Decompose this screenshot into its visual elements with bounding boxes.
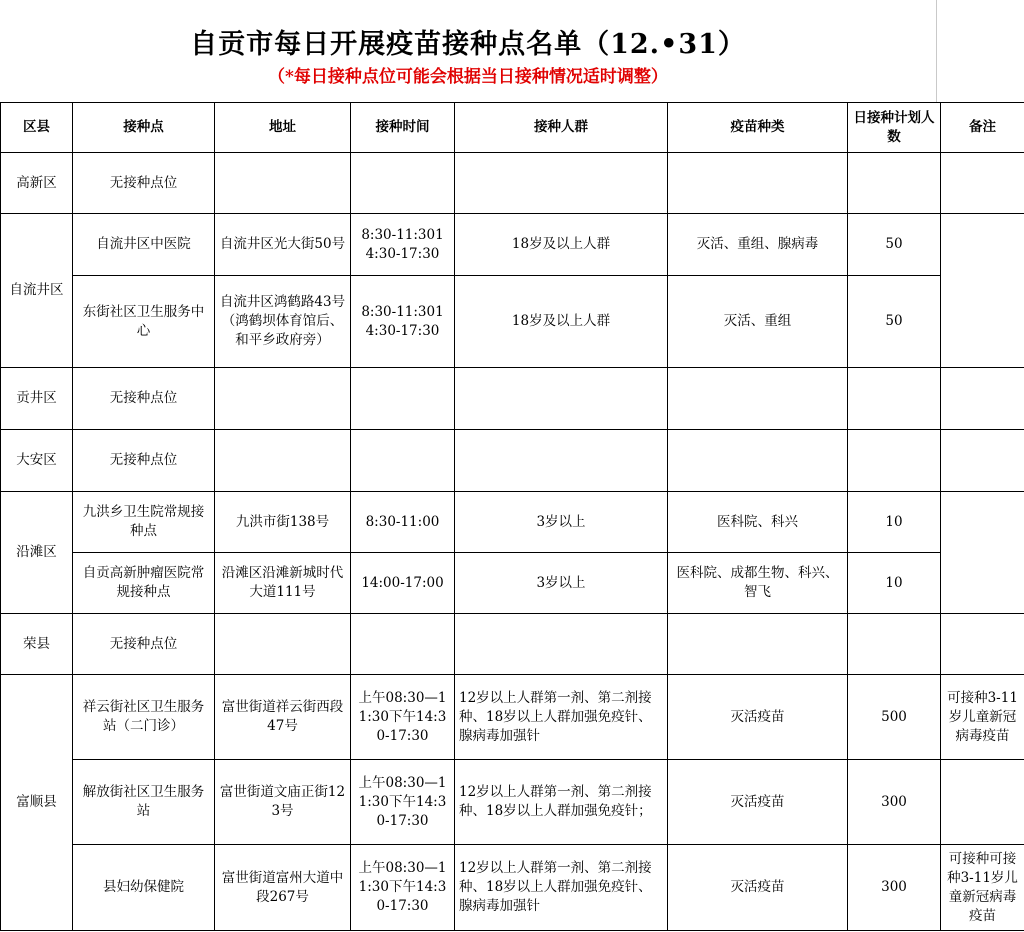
vaccine-cell: 灭活、重组: [668, 276, 848, 368]
site-cell: 自流井区中医院: [73, 214, 215, 276]
header-note: 备注: [941, 103, 1024, 153]
table-row: [1, 276, 1024, 368]
vaccine-cell: [668, 430, 848, 492]
table-row: [1, 675, 1024, 760]
site-cell: 无接种点位: [73, 430, 215, 492]
table-row: [1, 845, 1024, 931]
time-cell: [351, 614, 455, 675]
crowd-cell: 12岁以上人群第一剂、第二剂接种、18岁以上人群加强免疫针、腺病毒加强针: [455, 845, 668, 931]
address-cell: 自流井区光大街50号: [215, 214, 351, 276]
crowd-cell: 12岁以上人群第一剂、第二剂接种、18岁以上人群加强免疫针；: [455, 760, 668, 845]
header-crowd: 接种人群: [455, 103, 668, 153]
district-cell: 高新区: [1, 153, 73, 214]
address-cell: 沿滩区沿滩新城时代大道111号: [215, 553, 351, 614]
header-address: 地址: [215, 103, 351, 153]
header-site: 接种点: [73, 103, 215, 153]
page-title: 自贡市每日开展疫苗接种点名单（12.•31）: [190, 29, 746, 60]
time-cell: 8:30-11:00: [351, 492, 455, 553]
header-vaccine: 疫苗种类: [668, 103, 848, 153]
time-cell: 14:00-17:00: [351, 553, 455, 614]
time-cell: 8:30-11:3014:30-17:30: [351, 214, 455, 276]
site-cell: 自贡高新肿瘤医院常规接种点: [73, 553, 215, 614]
address-cell: 自流井区鸿鹤路43号（鸿鹤坝体育馆后、和平乡政府旁）: [215, 276, 351, 368]
time-cell: 上午08:30—11:30下午14:30-17:30: [351, 845, 455, 931]
note-cell: [941, 153, 1024, 214]
address-cell: [215, 614, 351, 675]
plan-cell: [848, 430, 941, 492]
table-row: [1, 760, 1024, 845]
vaccine-cell: 灭活疫苗: [668, 760, 848, 845]
table-row: [1, 153, 1024, 214]
crowd-cell: 18岁及以上人群: [455, 276, 668, 368]
vaccine-cell: 医科院、科兴: [668, 492, 848, 553]
vaccine-cell: [668, 614, 848, 675]
note-cell: [941, 214, 1024, 368]
district-cell: 大安区: [1, 430, 73, 492]
table-row: [1, 614, 1024, 675]
plan-cell: 50: [848, 276, 941, 368]
table-row: [1, 214, 1024, 276]
site-cell: 无接种点位: [73, 153, 215, 214]
time-cell: 上午08:30—11:30下午14:30-17:30: [351, 675, 455, 760]
note-cell: [941, 368, 1024, 430]
note-cell: [941, 614, 1024, 675]
plan-cell: 10: [848, 492, 941, 553]
crowd-cell: [455, 368, 668, 430]
vaccine-cell: [668, 153, 848, 214]
table-body: [1, 153, 1024, 931]
vaccination-sites-table: [0, 102, 1024, 931]
vaccine-cell: 灭活疫苗: [668, 845, 848, 931]
district-cell: 富顺县: [1, 675, 73, 931]
time-cell: [351, 368, 455, 430]
site-cell: 无接种点位: [73, 614, 215, 675]
header-time: 接种时间: [351, 103, 455, 153]
table-row: [1, 553, 1024, 614]
crowd-cell: 12岁以上人群第一剂、第二剂接种、18岁以上人群加强免疫针、腺病毒加强针: [455, 675, 668, 760]
address-cell: [215, 368, 351, 430]
time-cell: [351, 153, 455, 214]
table-row: [1, 492, 1024, 553]
address-cell: [215, 153, 351, 214]
plan-cell: 300: [848, 845, 941, 931]
header-district: 区县: [1, 103, 73, 153]
time-cell: 上午08:30—11:30下午14:30-17:30: [351, 760, 455, 845]
address-cell: 富世街道祥云街西段47号: [215, 675, 351, 760]
table-row: [1, 430, 1024, 492]
plan-cell: [848, 368, 941, 430]
plan-cell: [848, 614, 941, 675]
address-cell: 富世街道文庙正街123号: [215, 760, 351, 845]
page-header: [0, 0, 1024, 102]
site-cell: 县妇幼保健院: [73, 845, 215, 931]
district-cell: 自流井区: [1, 214, 73, 368]
crowd-cell: 18岁及以上人群: [455, 214, 668, 276]
sheet-gridline: [936, 0, 937, 102]
crowd-cell: [455, 614, 668, 675]
note-cell: 可接种可接种3-11岁儿童新冠病毒疫苗: [941, 845, 1024, 931]
table-header-row: [1, 103, 1024, 153]
plan-cell: 50: [848, 214, 941, 276]
plan-cell: 10: [848, 553, 941, 614]
time-cell: [351, 430, 455, 492]
vaccine-cell: [668, 368, 848, 430]
note-cell: [941, 430, 1024, 492]
note-cell: [941, 760, 1024, 845]
site-cell: 祥云街社区卫生服务站（二门诊）: [73, 675, 215, 760]
plan-cell: [848, 153, 941, 214]
note-cell: 可接种3-11岁儿童新冠病毒疫苗: [941, 675, 1024, 760]
table-row: [1, 368, 1024, 430]
site-cell: 东街社区卫生服务中心: [73, 276, 215, 368]
crowd-cell: 3岁以上: [455, 553, 668, 614]
site-cell: 解放街社区卫生服务站: [73, 760, 215, 845]
address-cell: 九洪市街138号: [215, 492, 351, 553]
time-cell: 8:30-11:3014:30-17:30: [351, 276, 455, 368]
crowd-cell: [455, 430, 668, 492]
vaccine-cell: 医科院、成都生物、科兴、智飞: [668, 553, 848, 614]
crowd-cell: [455, 153, 668, 214]
page-subtitle: （*每日接种点位可能会根据当日接种情况适时调整）: [268, 67, 668, 87]
district-cell: 贡井区: [1, 368, 73, 430]
note-cell: [941, 492, 1024, 614]
plan-cell: 500: [848, 675, 941, 760]
site-cell: 无接种点位: [73, 368, 215, 430]
vaccine-cell: 灭活疫苗: [668, 675, 848, 760]
district-cell: 沿滩区: [1, 492, 73, 614]
address-cell: [215, 430, 351, 492]
vaccine-cell: 灭活、重组、腺病毒: [668, 214, 848, 276]
address-cell: 富世街道富州大道中段267号: [215, 845, 351, 931]
site-cell: 九洪乡卫生院常规接种点: [73, 492, 215, 553]
crowd-cell: 3岁以上: [455, 492, 668, 553]
district-cell: 荣县: [1, 614, 73, 675]
plan-cell: 300: [848, 760, 941, 845]
header-plan: 日接种计划人数: [848, 103, 941, 153]
